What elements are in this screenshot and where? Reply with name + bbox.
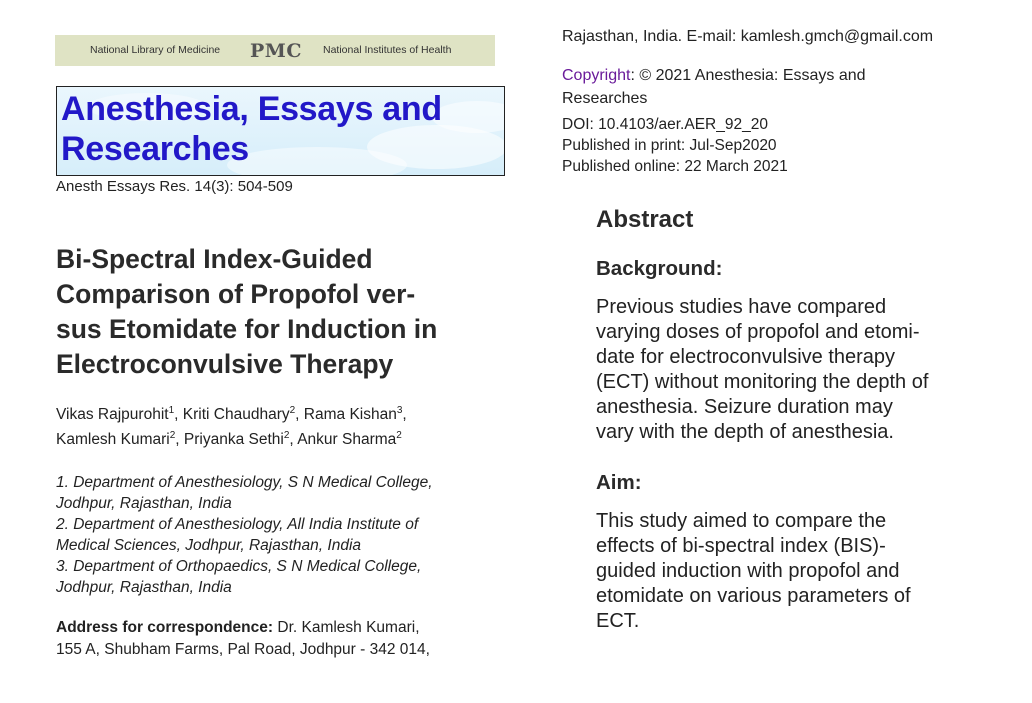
aim-text	[596, 509, 976, 634]
journal-title-line-2: Researches	[61, 130, 249, 168]
article-title-line: Electroconvulsive Therapy	[56, 349, 394, 379]
journal-title	[61, 89, 442, 169]
background-line: date for electroconvulsive therapy	[596, 346, 896, 368]
article-title-line: sus Etomidate for Induction in	[56, 314, 438, 344]
background-line: (ECT) without monitoring the depth of	[596, 371, 929, 393]
published-online: Published online: 22 March 2021	[562, 158, 788, 175]
article-title-line: Comparison of Propofol ver-	[56, 279, 416, 309]
author-name[interactable]: Kriti Chaudhary	[182, 406, 290, 423]
copyright-link[interactable]: Copyright	[562, 67, 631, 84]
background-text	[596, 295, 976, 445]
address-continued: Rajasthan, India. E-mail: kamlesh.gmch@gmail.com	[562, 28, 934, 45]
nlm-link[interactable]: National Library of Medicine	[90, 44, 221, 56]
author-name[interactable]: Rama Kishan	[303, 406, 397, 423]
background-line: varying doses of propofol and etomi-	[596, 321, 920, 343]
affiliation-line: 3. Department of Orthopaedics, S N Medical College,	[56, 558, 422, 575]
author-affiliation-number: 2	[396, 429, 402, 441]
aim-line: effects of bi-spectral index (BIS)-	[596, 535, 886, 557]
aim-line: ECT.	[596, 610, 640, 632]
affiliation-line: Medical Sciences, Jodhpur, Rajasthan, India	[56, 537, 362, 554]
abstract-heading: Abstract	[596, 206, 694, 233]
pmc-logo-text: PMC	[250, 39, 302, 62]
background-line: anesthesia. Seizure duration may	[596, 396, 893, 418]
author-list: Vikas Rajpurohit$^1$, Kriti Chaudhary$^2$, Rama Kishan$^3$, Kamlesh Kumari$^2$, Priyanka Sethi$^2$, Ankur Sharma$^2$	[56, 404, 407, 448]
published-in-print: Published in print: Jul-Sep2020	[562, 137, 777, 154]
affiliation-line: 2. Department of Anesthesiology, All India Institute of	[56, 516, 419, 533]
author-name[interactable]: Vikas Rajpurohit	[56, 406, 169, 423]
aim-line: etomidate on various parameters of	[596, 585, 911, 607]
background-line: vary with the depth of anesthesia.	[596, 421, 894, 443]
journal-citation: Anesth Essays Res. 14(3): 504-509	[56, 178, 293, 195]
author-name[interactable]: Ankur Sharma	[297, 431, 397, 448]
correspondence-address	[56, 617, 501, 661]
author-affiliation-number: 3	[396, 404, 403, 416]
author-affiliation-number: 2	[169, 429, 176, 441]
affiliation-line: 1. Department of Anesthesiology, S N Medical College,	[56, 474, 433, 491]
author-affiliation-number: 2	[283, 429, 290, 441]
article-title	[56, 242, 501, 382]
copyright-text: : © 2021 Anesthesia: Essays and	[630, 67, 866, 84]
author-affiliation-number: 2	[289, 404, 296, 416]
correspondence-name: Dr. Kamlesh Kumari,	[273, 619, 420, 636]
correspondence-address-line: 155 A, Shubham Farms, Pal Road, Jodhpur - 342 014,	[56, 641, 430, 658]
correspondence-label: Address for correspondence:	[56, 619, 274, 636]
affiliation-line: Jodhpur, Rajasthan, India	[56, 579, 232, 596]
journal-title-line-1: Anesthesia, Essays and	[61, 90, 442, 128]
background-heading: Background:	[596, 257, 723, 280]
aim-heading: Aim:	[596, 471, 642, 494]
affiliation-list	[56, 472, 501, 598]
pmc-banner[interactable]	[55, 35, 495, 66]
nih-link[interactable]: National Institutes of Health	[323, 44, 452, 56]
article-title-line: Bi-Spectral Index-Guided	[56, 244, 373, 274]
author-name[interactable]: Priyanka Sethi	[183, 431, 284, 448]
author-affiliation-number: 1	[168, 404, 175, 416]
copyright-block	[562, 64, 1002, 110]
aim-line: guided induction with propofol and	[596, 560, 900, 582]
aim-line: This study aimed to compare the	[596, 510, 887, 532]
background-line: Previous studies have compared	[596, 296, 887, 318]
pmc-logo[interactable]	[250, 38, 302, 63]
author-name[interactable]: Kamlesh Kumari	[56, 431, 170, 448]
journal-banner[interactable]	[56, 86, 505, 176]
copyright-text-continued: Researches	[562, 90, 648, 107]
publication-meta	[562, 114, 1002, 177]
affiliation-line: Jodhpur, Rajasthan, India	[56, 495, 232, 512]
doi: DOI: 10.4103/aer.AER_92_20	[562, 116, 768, 133]
